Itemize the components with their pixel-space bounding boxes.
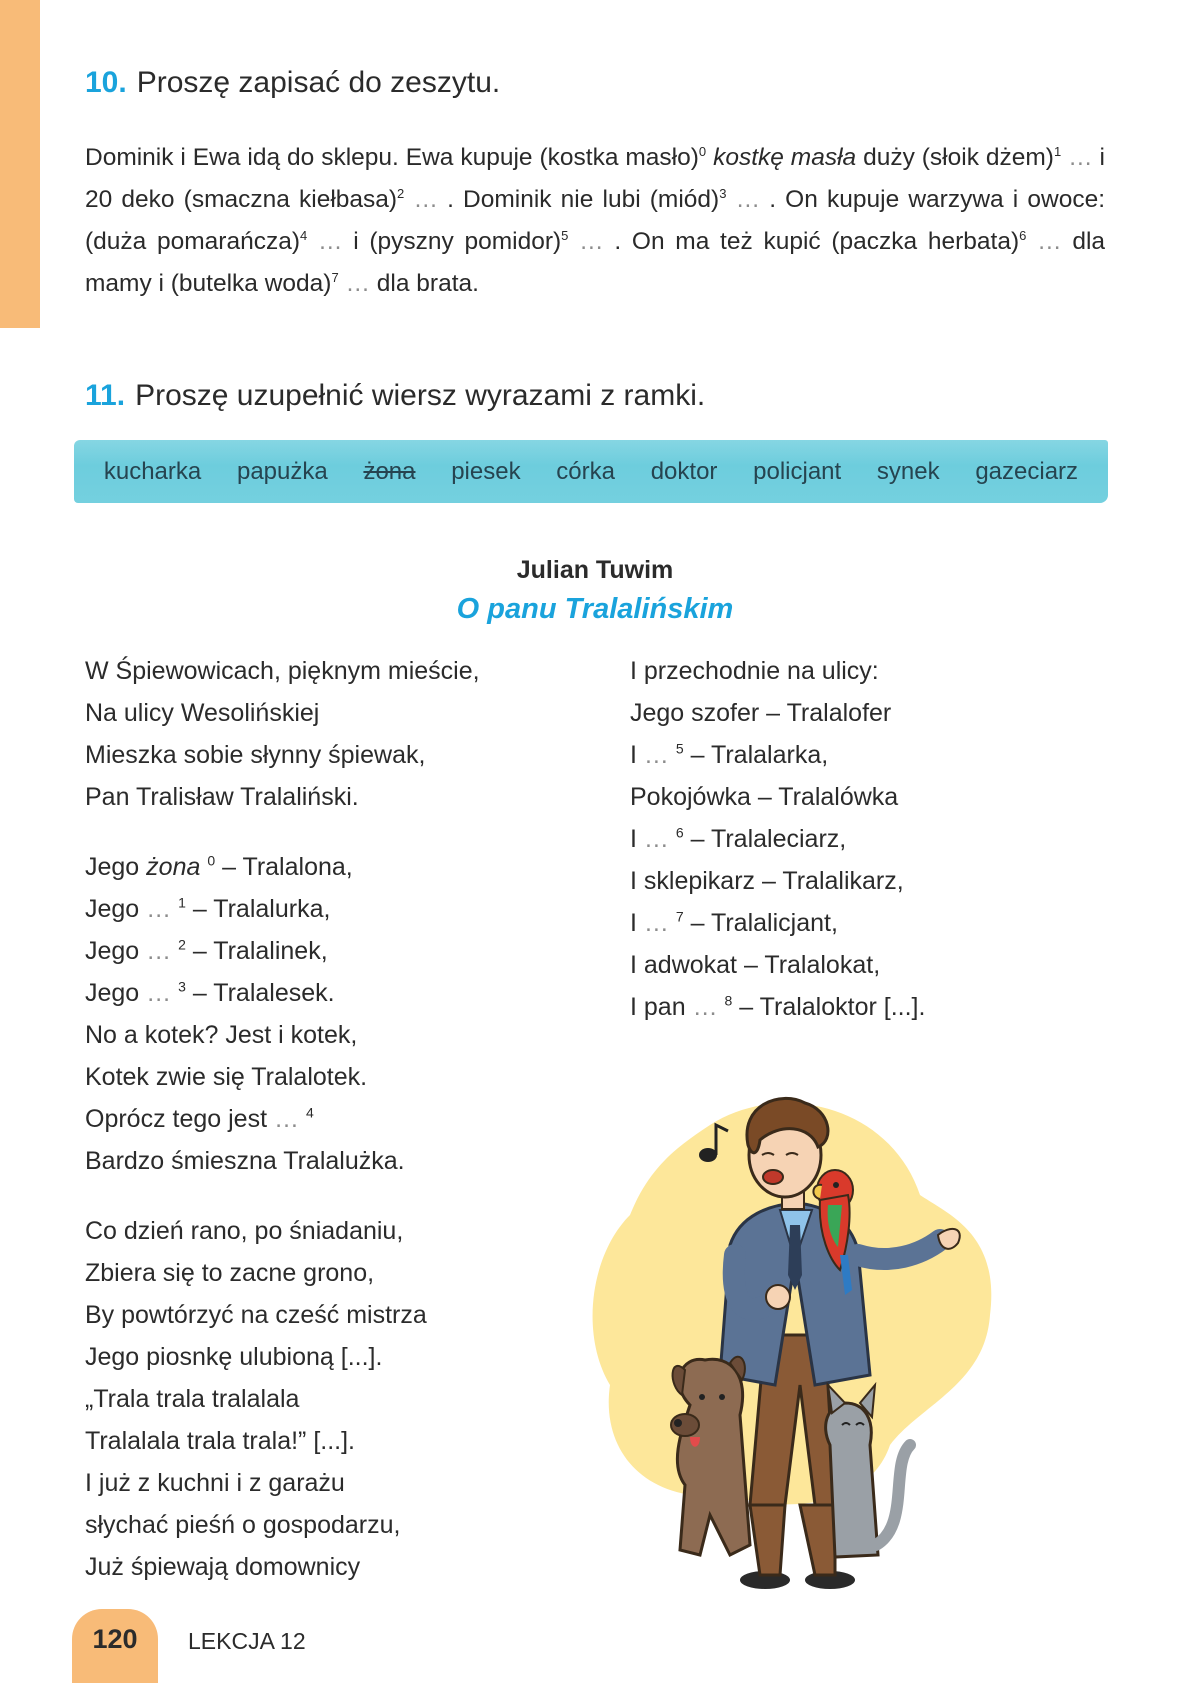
ex10-gap-dots: … [345,270,370,297]
poem-line-part: – Tralalinek, [185,937,328,965]
ex10-text-part: Dominik i Ewa idą do sklepu. Ewa kupuje (kostka masło) [85,144,699,171]
poem-gap-number: 3 [178,978,186,995]
ex10-text-part: i 20 deko (smaczna kiełbasa) [85,144,1105,213]
poem-line-part: I pan [630,993,693,1021]
poem-gap-dots: … [692,993,718,1021]
poem-gap-number: 4 [305,1104,314,1121]
word-bank-item: policjant [753,457,842,485]
word-bank-item: synek [876,457,940,485]
exercise-11-number: 11. [85,379,126,412]
poem-line: Kotek zwie się Tralalotek. [85,1063,368,1091]
ex10-text-part: i (pyszny pomidor) [342,228,562,255]
ex10-gap-number: 7 [331,269,339,285]
poem-gap-dots: … [146,895,172,923]
poem-line-part: I [630,825,644,853]
poem-line [85,972,480,1014]
poem-line: Mieszka sobie słynny śpiewak, [85,741,426,769]
word-bank-item: gazeciarz [975,457,1079,485]
poem-line-part: – Tralaleciarz, [683,825,847,853]
ex10-gap-dots: … [579,228,604,255]
dog-figure [671,1357,750,1555]
poem-line: Pokojówka – Tralalówka [630,783,899,811]
poem-line-part: – Tralalurka, [185,895,331,923]
poem-line: W Śpiewowicach, pięknym mieście, [85,657,480,685]
poem-line: I przechodnie na ulicy: [630,657,879,685]
poem-line: „Trala trala tralalala [85,1385,300,1413]
poem-line [85,930,480,972]
poem-line: Jego piosnkę ulubioną [...]. [85,1343,383,1371]
poem-line: słychać pieśń o gospodarzu, [85,1511,401,1539]
poem-gap-dots: … [643,909,669,937]
poem-line: I sklepikarz – Tralalikarz, [630,867,904,895]
poem-gap-dots: … [146,979,172,1007]
poem-line-part: I [630,909,644,937]
word-bank-item: papużka [236,457,328,485]
ex10-gap-number: 3 [719,185,727,201]
ex10-gap-dots: … [317,228,343,255]
poem-line: Na ulicy Wesolińskiej [85,699,320,727]
stanza-gap [85,1182,480,1210]
poem-gap-number: 5 [675,740,684,757]
poem-line-part: Jego [85,979,147,1007]
exercise-11-heading [85,379,705,413]
poem-line: Bardzo śmieszna Tralalużka. [85,1147,405,1175]
poem-gap-number: 8 [724,992,733,1009]
poem-gap-number: 0 [207,852,216,869]
ex10-text-part: . On kupuje warzywa i owoce: (duża pomarańcza) [85,186,1105,255]
poem-gap-number: 7 [675,908,684,925]
word-bank-item-used: żona [363,457,416,485]
poem-line-part: – Tralalicjant, [683,909,838,937]
ex10-text-part: dla brata. [370,270,479,297]
poem-line-part: – Tralalesek. [185,979,335,1007]
poem-author: Julian Tuwim [516,556,674,584]
poem-gap-number: 6 [675,824,684,841]
word-bank-box [74,440,1108,503]
exercise-10-heading [85,66,500,100]
poem-title: O panu Tralalińskim [456,593,734,625]
poem-gap-dots: … [643,741,669,769]
poem-left-column [85,650,480,1588]
poem-line [85,888,480,930]
poem-line [630,734,925,776]
ex10-gap-number: 4 [300,227,308,243]
exercise-10-text [85,137,1105,305]
poem-example-word: żona [146,853,201,881]
poem-line-part: – Tralalarka, [683,741,829,769]
side-accent-bar [0,0,40,328]
poem-line: I adwokat – Tralalokat, [630,951,881,979]
ex10-text-part: duży (słoik dżem) [856,144,1054,171]
poem-line [630,986,925,1028]
ex10-gap-number: 0 [698,143,707,159]
poem-right-column [630,650,925,1028]
singer-illustration [590,1085,1020,1595]
poem-line-part: – Tralalona, [215,853,353,881]
poem-line: Jego szofer – Tralalofer [630,699,892,727]
poem-line: Co dzień rano, po śniadaniu, [85,1217,404,1245]
poem-line: By powtórzyć na cześć mistrza [85,1301,427,1329]
ex10-gap-dots: … [735,186,761,213]
word-bank-item: kucharka [103,457,202,485]
poem-line-part: Jego [85,937,147,965]
poem-gap-dots: … [146,937,172,965]
poem-line-part: Jego [85,853,147,881]
ex10-text-part: . On ma też kupić (paczka herbata) [603,228,1020,255]
poem-line-part: Oprócz tego jest [85,1105,274,1133]
poem-line: Zbiera się to zacne grono, [85,1259,375,1287]
poem-line [85,1098,480,1140]
word-bank-item: doktor [650,457,718,485]
ex10-text-part: . Dominik nie lubi (miód) [437,186,720,213]
exercise-11-instruction: Proszę uzupełnić wiersz wyrazami z ramki. [135,379,706,412]
poem-gap-number: 1 [178,894,186,911]
poem-gap-number: 2 [178,936,186,953]
poem-line-part: – Tralaloktor [...]. [732,993,926,1021]
ex10-gap-number: 1 [1053,143,1062,159]
ex10-gap-number: 2 [397,185,405,201]
poem-line-part: I [630,741,644,769]
word-bank-item: piesek [451,457,521,485]
lesson-label: LEKCJA 12 [188,1628,306,1654]
ex10-gap-dots: … [1037,228,1062,255]
ex10-text-part: dla mamy i (butelka woda) [85,228,1106,297]
poem-line [630,818,925,860]
poem-gap-dots: … [273,1105,299,1133]
poem-line: Już śpiewają domownicy [85,1553,361,1581]
poem-line [630,902,925,944]
page-number: 120 [92,1624,138,1654]
ex10-gap-dots: … [1068,144,1093,171]
poem-line: Tralalala trala trala!” [...]. [85,1427,355,1455]
poem-line: Pan Tralisław Tralaliński. [85,783,359,811]
poem-line: No a kotek? Jest i kotek, [85,1021,358,1049]
ex10-gap-dots: … [413,186,438,213]
word-bank-item: córka [556,457,615,485]
ex10-example-answer: kostkę masła [713,144,857,171]
exercise-10-instruction: Proszę zapisać do zeszytu. [136,66,501,99]
stanza-gap [85,818,480,846]
ex10-gap-number: 5 [561,227,569,243]
poem-line-part: Jego [85,895,147,923]
poem-line: I już z kuchni i z garażu [85,1469,345,1497]
poem-line [85,846,480,888]
ex10-gap-number: 6 [1019,227,1027,243]
exercise-10-number: 10. [85,66,127,99]
poem-gap-dots: … [643,825,669,853]
